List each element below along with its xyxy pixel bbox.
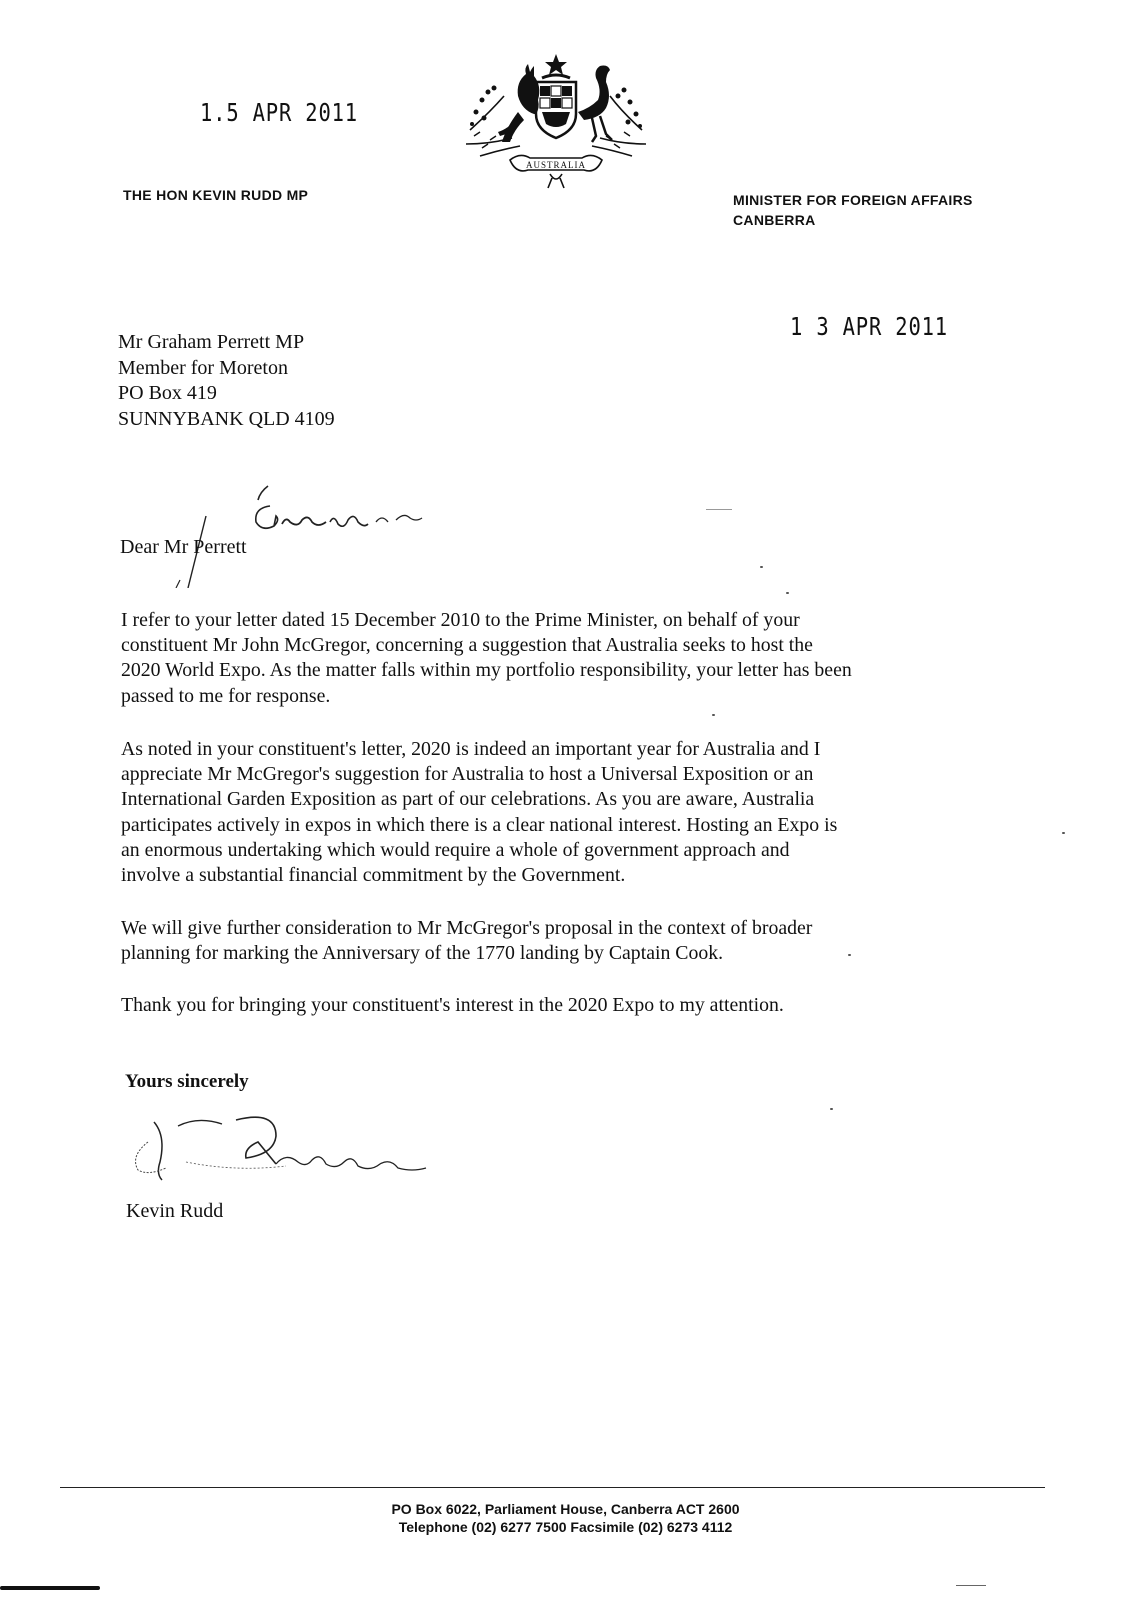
scan-edge-mark [956, 1585, 986, 1586]
recipient-name: Mr Graham Perrett MP [118, 331, 305, 353]
paragraph-line: As noted in your constituent's letter, 2020 is indeed an important year for Australia and I [121, 738, 821, 760]
paragraph-line: We will give further consideration to Mr McGregor's proposal in the context of broader [121, 917, 813, 939]
closing: Yours sincerely [125, 1071, 249, 1092]
office-title: MINISTER FOR FOREIGN AFFAIRS [733, 192, 973, 208]
handwritten-signature [126, 1112, 436, 1192]
scan-speck [786, 592, 789, 594]
body-paragraph-3 [121, 916, 1021, 966]
paragraph-line: constituent Mr John McGregor, concerning a suggestion that Australia seeks to host the [121, 634, 813, 657]
footer-divider [60, 1487, 1045, 1488]
coat-of-arms-emblem [460, 52, 652, 192]
paragraph-line: International Garden Exposition as part of our celebrations. As you are aware, Australia [121, 788, 815, 811]
body-paragraph-2 [121, 737, 1021, 888]
salutation: Dear Mr Perrett [120, 536, 247, 558]
paragraph-line: I refer to your letter dated 15 December 2010 to the Prime Minister, on behalf of your [121, 609, 800, 631]
recipient-title: Member for Moreton [118, 356, 288, 379]
body-paragraph-4 [121, 993, 1021, 1018]
office-city: CANBERRA [733, 212, 816, 228]
scan-speck [830, 1108, 833, 1110]
handwritten-salutation-annotation [170, 478, 440, 588]
sender-name: THE HON KEVIN RUDD MP [123, 187, 309, 203]
paragraph-line: passed to me for response. [121, 684, 331, 707]
letter-date-stamp: 1 3 APR 2011 [790, 312, 948, 341]
paragraph-line: involve a substantial financial commitment by the Government. [121, 864, 626, 887]
footer-address: PO Box 6022, Parliament House, Canberra ACT 2600 [391, 1501, 740, 1517]
scan-speck [848, 954, 851, 956]
footer-contact [0, 1500, 1131, 1536]
paragraph-line: planning for marking the Anniversary of the 1770 landing by Captain Cook. [121, 942, 724, 965]
office-block [733, 190, 973, 230]
paragraph-line: appreciate Mr McGregor's suggestion for Australia to host a Universal Exposition or an [121, 763, 814, 786]
scan-speck [712, 714, 715, 716]
scan-speck [706, 509, 732, 510]
recipient-po-box: PO Box 419 [118, 382, 217, 404]
paragraph-line: participates actively in expos in which there is a clear national interest. Hosting an Expo is [121, 813, 838, 836]
footer-phone-fax: Telephone (02) 6277 7500 Facsimile (02) 6273 4112 [398, 1519, 733, 1535]
paragraph-line: 2020 World Expo. As the matter falls within my portfolio responsibility, your letter has been [121, 659, 852, 682]
paragraph-line: Thank you for bringing your constituent's interest in the 2020 Expo to my attention. [121, 994, 784, 1016]
scan-speck [1062, 832, 1065, 834]
scan-edge-mark [0, 1586, 100, 1590]
signatory-name: Kevin Rudd [126, 1200, 224, 1222]
recipient-locality: SUNNYBANK QLD 4109 [118, 407, 335, 430]
recipient-address [118, 330, 335, 432]
body-paragraph-1 [121, 608, 1021, 709]
crest-motto-text: AUSTRALIA [526, 160, 586, 170]
received-date-stamp: 1.5 APR 2011 [200, 98, 358, 127]
paragraph-line: an enormous undertaking which would require a whole of government approach and [121, 838, 790, 861]
scan-speck [760, 566, 763, 568]
